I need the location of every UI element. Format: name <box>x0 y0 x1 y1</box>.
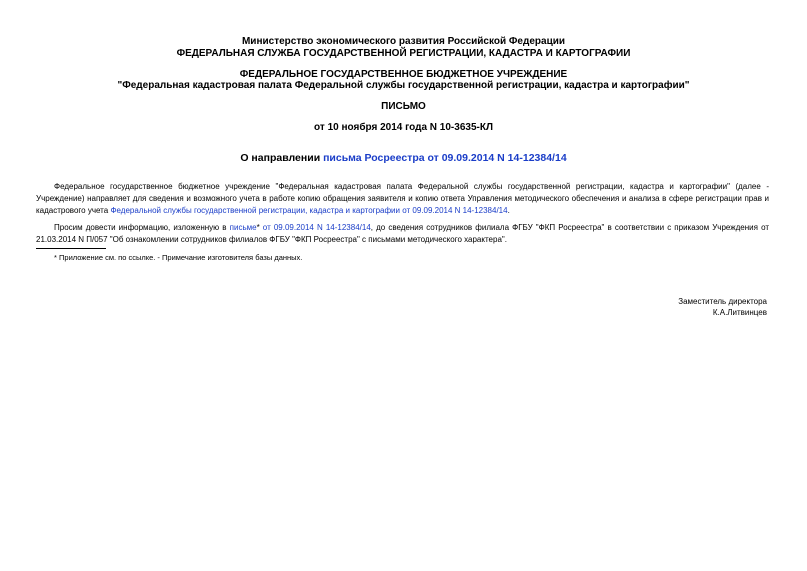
document-subject <box>0 152 807 164</box>
document-type: ПИСЬМО <box>381 101 426 112</box>
signature-name: К.А.Литвинцев <box>712 308 767 317</box>
footnote-mark: * <box>256 223 260 232</box>
paragraph-1: Федеральное государственное бюджетное учреждение "Федеральная кадастровая палата Федеральной службы государственной регистрации, кадастра и картографии" (далее - Учреждение) направляет для сведения и возможного учета в работе копию обращения заявителя и копию ответа Управления методического обеспечения и анализа в сфере регистрации прав и кадастрового учета Федеральной службы государственной регистрации, кадастра и картографии от 09.09.2014 N 14-12384/14. <box>36 182 769 215</box>
service-name: ФЕДЕРАЛЬНАЯ СЛУЖБА ГОСУДАРСТВЕННОЙ РЕГИСТРАЦИИ, КАДАСТРА И КАРТОГРАФИИ <box>176 48 631 59</box>
paragraph-2: Просим довести информацию, изложенную в письме* от 09.09.2014 N 14-12384/14, до сведения сотрудников филиала ФГБУ "ФКП Росреестра" в соответствии с приказом Учреждения от 21.03.2014 N П/057 "Об ознакомлении сотрудников филиалов ФГБУ "ФКП Росреестра" с письмами методического характера". <box>36 223 770 244</box>
letter-date-link[interactable]: от 09.09.2014 N 14-12384/14 <box>259 223 371 232</box>
signature-position: Заместитель директора <box>678 297 767 306</box>
institution-name: "Федеральная кадастровая палата Федеральной службы государственной регистрации, кадастра и картографии" <box>117 80 690 91</box>
footnote: * Приложение см. по ссылке. - Примечание изготовителя базы данных. <box>54 253 303 262</box>
ministry-name: Министерство экономического развития Российской Федерации <box>241 36 566 47</box>
document-date: от 10 ноября 2014 года N 10-3635-КЛ <box>314 122 493 133</box>
footnote-divider <box>36 248 106 249</box>
paragraph-1-text: Федеральное государственное бюджетное учреждение "Федеральная кадастровая палата Федеральной службы государственной регистрации, кадастра и картографии" (далее - Учреждение) направляет для сведения и возможного учета в работе копию обращения заявителя и копию ответа Управления методического обеспечения и анализа в сфере регистрации прав и кадастрового учета <box>36 182 769 215</box>
paragraph-1-link[interactable]: Федеральной службы государственной регистрации, кадастра и картографии от 09.09.2014 N 14-12384/14 <box>110 206 508 215</box>
subject-link[interactable]: письма Росреестра от 09.09.2014 N 14-12384/14 <box>323 152 567 164</box>
subject-prefix: О направлении <box>240 152 324 164</box>
letter-link[interactable]: письме <box>229 223 257 232</box>
institution-type: ФЕДЕРАЛЬНОЕ ГОСУДАРСТВЕННОЕ БЮДЖЕТНОЕ УЧРЕЖДЕНИЕ <box>239 69 568 80</box>
